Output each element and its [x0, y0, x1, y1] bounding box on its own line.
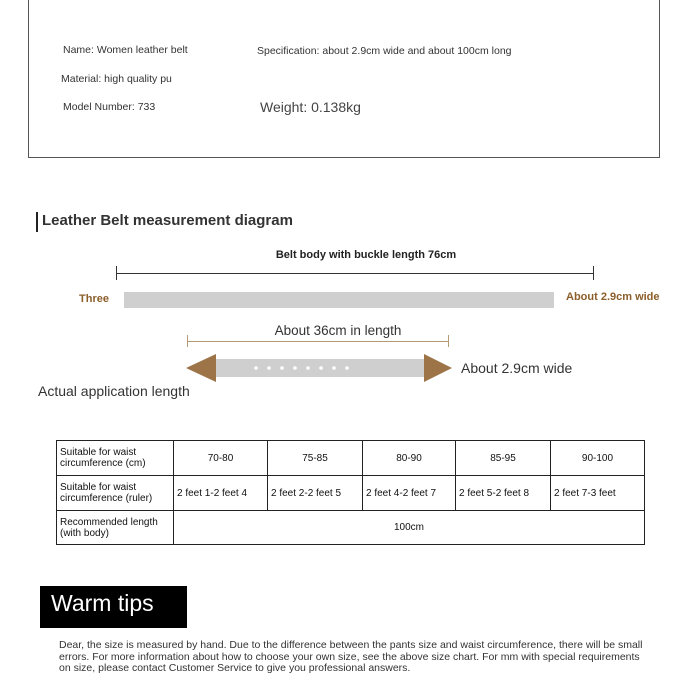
table-cell: 90-100	[551, 441, 645, 476]
belt-width-label-bottom: About 2.9cm wide	[461, 360, 573, 376]
spec-model-number: Model Number: 733	[63, 101, 156, 113]
belt-hole	[280, 366, 284, 370]
table-cell: 85-95	[456, 441, 551, 476]
table-cell: 2 feet 4-2 feet 7	[363, 476, 456, 511]
spec-name: Name: Women leather belt	[63, 44, 188, 56]
table-cell: 2 feet 5-2 feet 8	[456, 476, 551, 511]
belt-strap-bar	[124, 292, 554, 308]
dimension-tick-left	[116, 266, 117, 280]
section-marker	[36, 212, 38, 232]
belt-width-label-top: About 2.9cm wide	[566, 291, 660, 303]
diagram-title: Leather Belt measurement diagram	[42, 212, 293, 229]
application-tick-left	[187, 335, 188, 347]
table-cell: 75-85	[268, 441, 363, 476]
actual-application-label: Actual application length	[38, 383, 190, 399]
table-cell: 100cm	[174, 511, 645, 545]
table-row	[57, 441, 645, 476]
belt-hole	[293, 366, 297, 370]
belt-length-dimension-line	[116, 273, 594, 274]
belt-hole	[319, 366, 323, 370]
table-cell: 2 feet 1-2 feet 4	[174, 476, 268, 511]
table-cell: 70-80	[174, 441, 268, 476]
warm-tips-title: Warm tips	[51, 590, 154, 616]
size-table	[56, 440, 645, 545]
belt-hole	[254, 366, 258, 370]
application-tick-right	[448, 335, 449, 347]
spec-material: Material: high quality pu	[61, 73, 172, 85]
table-cell: 80-90	[363, 441, 456, 476]
belt-length-label: Belt body with buckle length 76cm	[275, 249, 457, 261]
belt-tip-left-icon	[186, 354, 216, 382]
table-row	[57, 476, 645, 511]
table-row-header: Recommended length (with body)	[57, 511, 174, 545]
table-row-header: Suitable for waist circumference (ruler)	[57, 476, 174, 511]
spec-weight: Weight: 0.138kg	[260, 99, 361, 115]
belt-application-graphic	[186, 353, 452, 383]
spec-specification: Specification: about 2.9cm wide and about 100cm long	[257, 45, 512, 57]
belt-hole	[345, 366, 349, 370]
dimension-tick-right	[593, 266, 594, 280]
belt-tip-right-icon	[424, 354, 452, 382]
table-cell: 2 feet 2-2 feet 5	[268, 476, 363, 511]
warm-tips-text: Dear, the size is measured by hand. Due to the difference between the pants size and waist circumference, there will be small errors. For more information about how to choose your own size, see the above size chart. For mm with special requirements on size, please contact Customer Service to give you professional answers.	[59, 639, 643, 674]
table-row	[57, 511, 645, 545]
belt-hole	[306, 366, 310, 370]
application-length-line	[187, 341, 449, 342]
table-cell: 2 feet 7-3 feet	[551, 476, 645, 511]
table-row-header: Suitable for waist circumference (cm)	[57, 441, 174, 476]
belt-hole	[332, 366, 336, 370]
belt-hole	[267, 366, 271, 370]
application-length-label: About 36cm in length	[274, 323, 402, 338]
belt-left-label: Three	[79, 293, 109, 305]
